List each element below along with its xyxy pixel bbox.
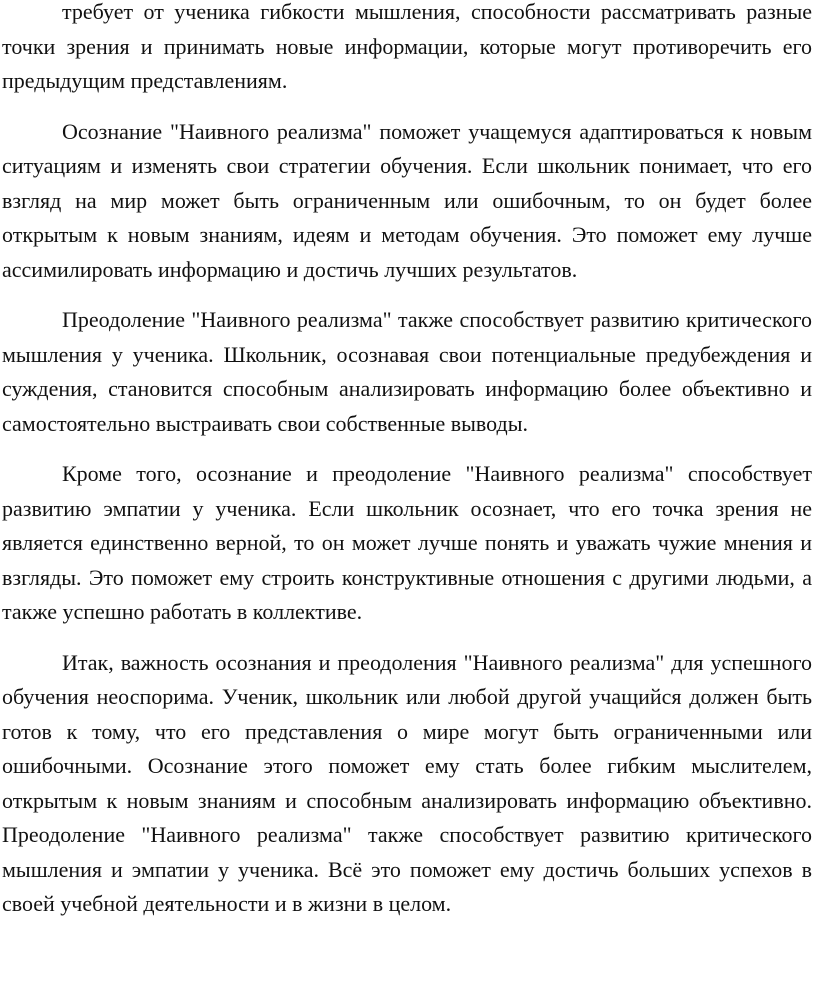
paragraph-conclusion: Итак, важность осознания и преодоления "Наивного реализма" для успешного обучения неоспорима. Ученик, школьник или любой другой учащийся должен быть готов к тому, что его представления о мире могут быть ограниченными или ошибочными. Осознание этого поможет ему стать более гибким мыслителем, открытым к новым знаниям и способным анализировать информацию объективно. Преодоление "Наивного реализма" также способствует развитию критического мышления и эмпатии у ученика. Всё это поможет ему достичь больших успехов в своей учебной деятельности и в жизни в целом.	[2, 649, 812, 916]
paragraph-continuation: требует от ученика гибкости мышления, способности рассматривать разные точки зрения и принимать новые информации, которые могут противоречить его предыдущим представлениям.	[2, 0, 812, 93]
paragraph-adaptation: Осознание "Наивного реализма" поможет учащемуся адаптироваться к новым ситуациям и изменять свои стратегии обучения. Если школьник понимает, что его взгляд на мир может быть ограниченным или ошибочным, то он будет более открытым к новым знаниям, идеям и методам обучения. Это поможет ему лучше ассимилировать информацию и достичь лучших результатов.	[2, 118, 812, 282]
paragraph-empathy: Кроме того, осознание и преодоление "Наивного реализма" способствует развитию эмпатии у ученика. Если школьник осознает, что его точка зрения не является единственно верной, то он может лучше понять и уважать чужие мнения и взгляды. Это поможет ему строить конструктивные отношения с другими людьми, а также успешно работать в коллективе.	[2, 461, 812, 624]
paragraph-critical-thinking: Преодоление "Наивного реализма" также способствует развитию критического мышления у ученика. Школьник, осознавая свои потенциальные предубеждения и суждения, становится способным анализировать информацию более объективно и самостоятельно выстраивать свои собственные выводы.	[2, 307, 812, 436]
